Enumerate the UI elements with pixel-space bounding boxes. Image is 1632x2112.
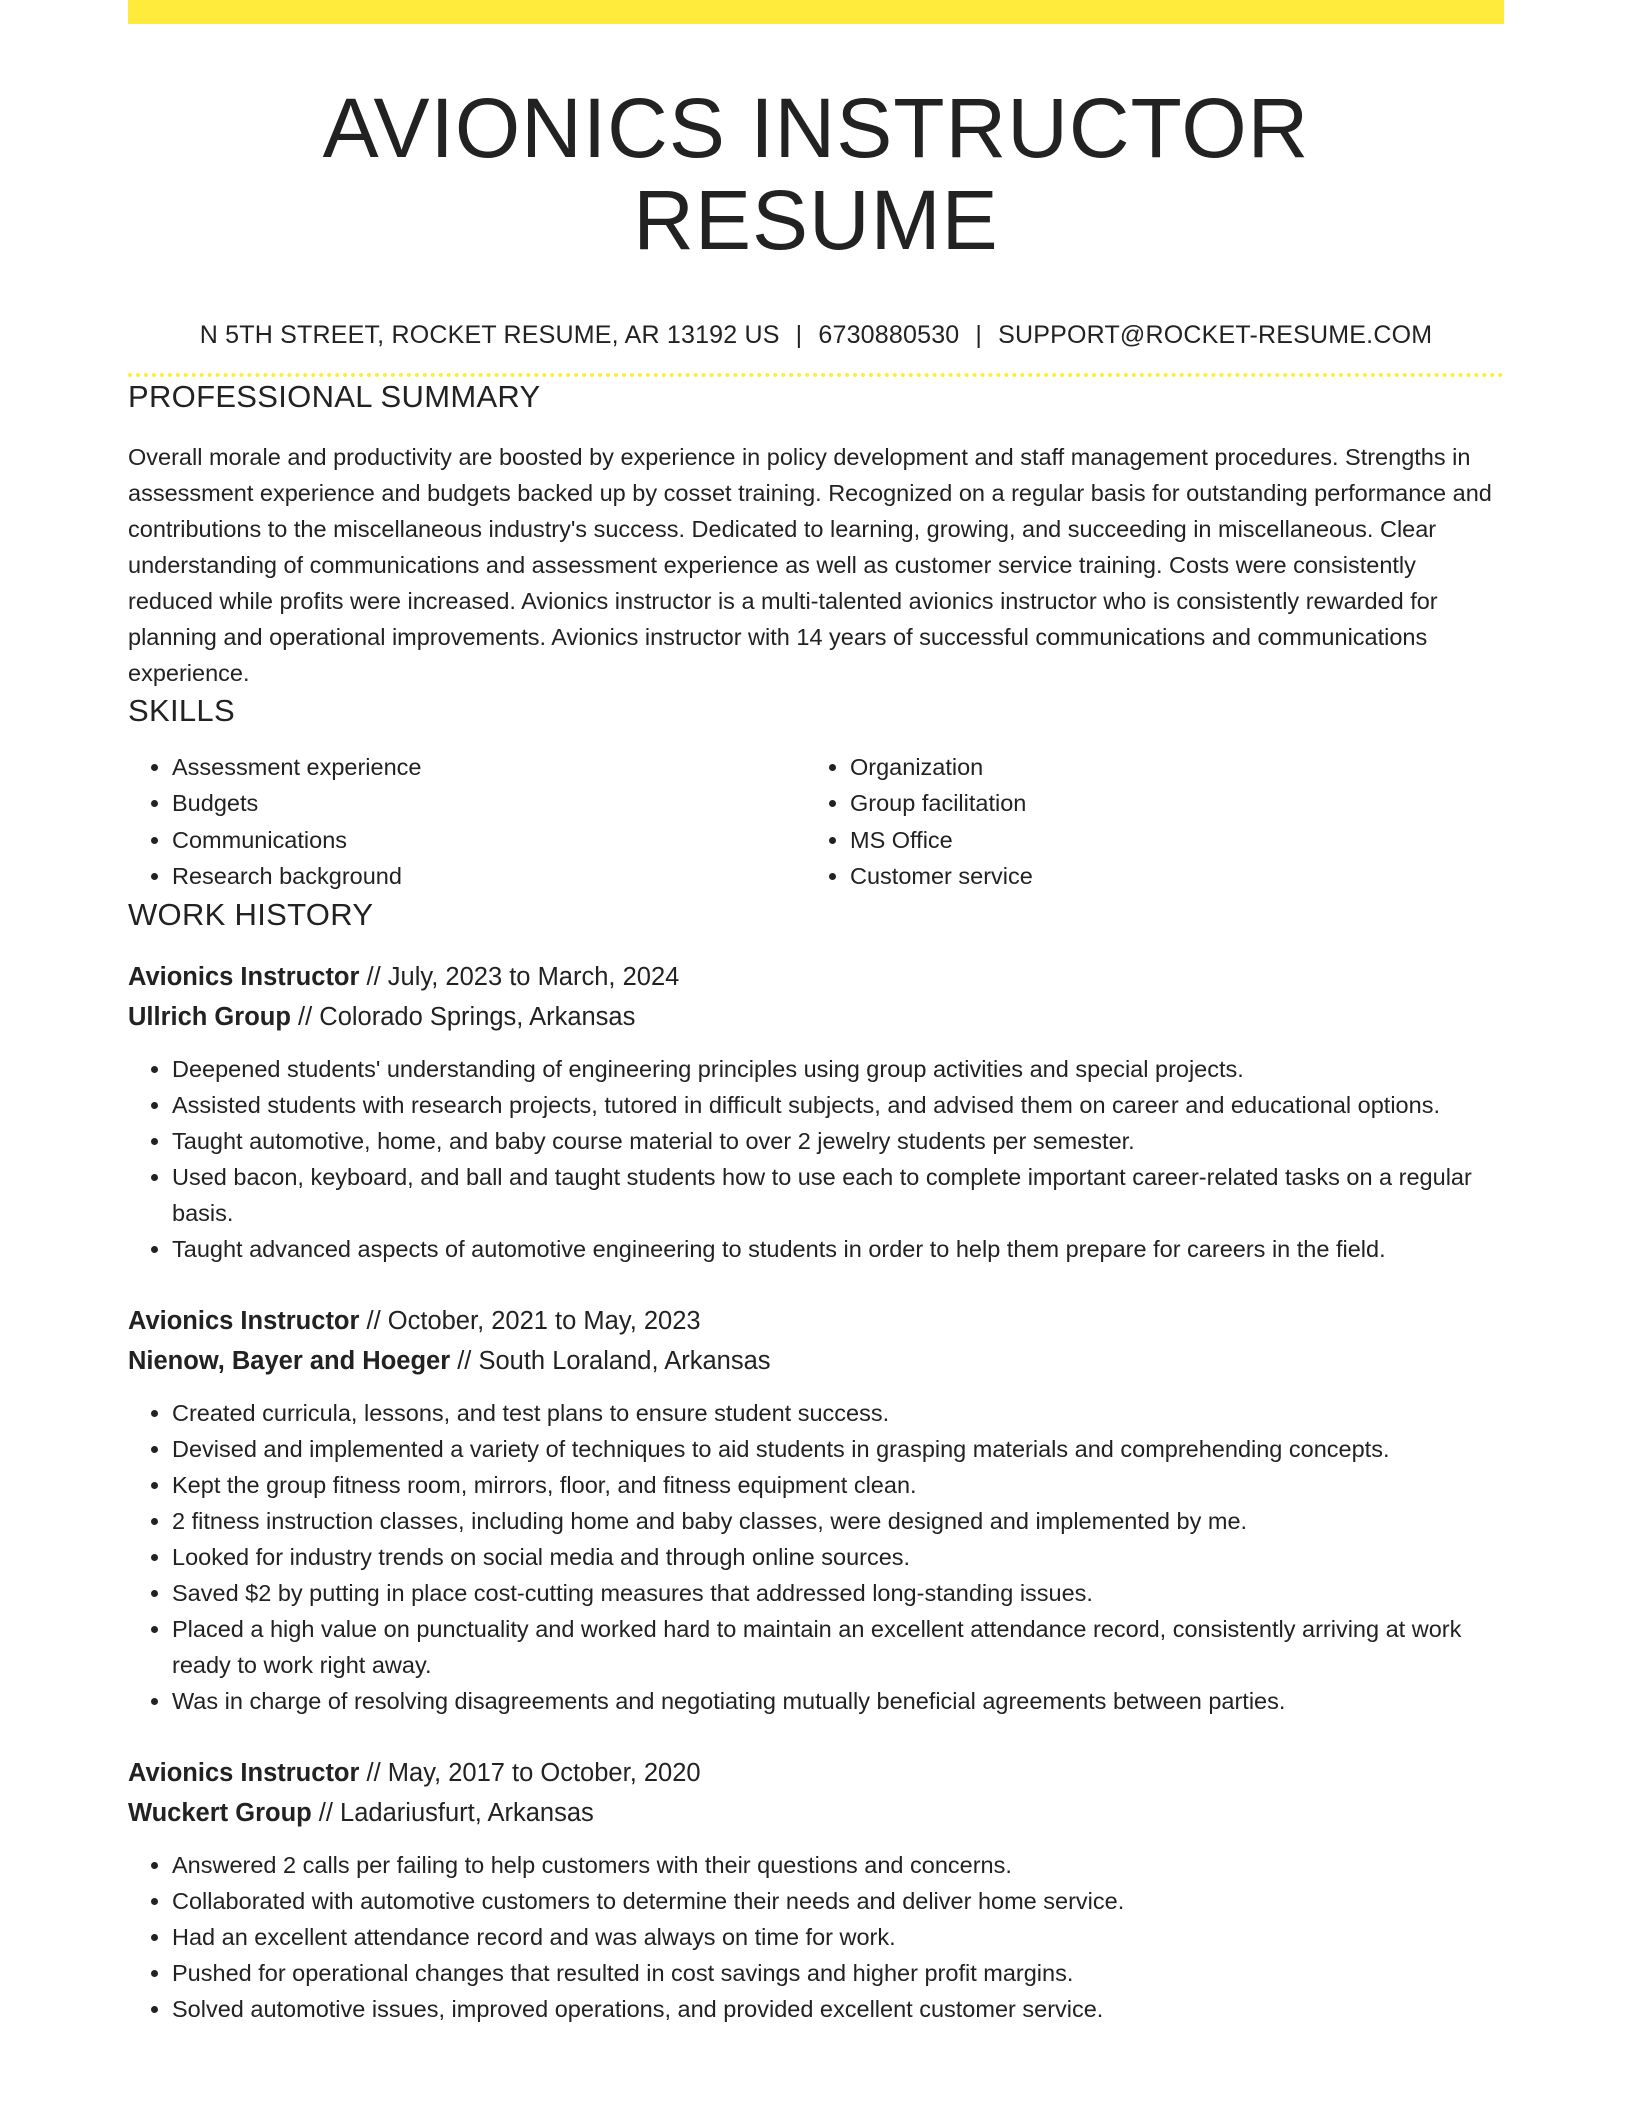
job-bullets [128,1395,1504,1719]
top-accent-bar [128,0,1504,24]
job-dates: // October, 2021 to May, 2023 [359,1306,701,1335]
job-bullet: • Created curricula, lessons, and test plans to ensure student success. [172,1395,1504,1431]
work-history-heading: WORK HISTORY [128,896,374,932]
job-entry [128,1753,1504,2027]
summary-text: Overall morale and productivity are boosted by experience in policy development and staff management procedures. Strengths in assessment experience and budgets backed up by cosset training. Recognized on a regular basis for outstanding performance and contributions to the miscellaneous industry's success. Dedicated to learning, growing, and succeeding in miscellaneous. Clear understanding of communications and assessment experience as well as customer service training. Costs were consistently reduced while profits were increased. Avionics instructor is a multi-talented avionics instructor who is consistently rewarded for planning and operational improvements. Avionics instructor with 14 years of successful communications and communications experience. [128,443,1492,686]
job-title-line [128,957,1504,997]
job-bullet: • Collaborated with automotive customers to determine their needs and deliver home service. [172,1883,1504,1919]
job-title-line [128,1753,1504,1793]
skill-item: • Research background [172,858,806,895]
job-dates: // May, 2017 to October, 2020 [359,1758,701,1787]
job-bullet: • Taught advanced aspects of automotive engineering to students in order to help them prepare for careers in the field. [172,1231,1504,1267]
skill-item: • Group facilitation [850,785,1484,822]
job-bullet: • Kept the group fitness room, mirrors, floor, and fitness equipment clean. [172,1467,1504,1503]
contact-address: N 5TH STREET, ROCKET RESUME, AR 13192 US [199,320,780,349]
job-bullet: • Pushed for operational changes that resulted in cost savings and higher profit margins. [172,1955,1504,1991]
job-bullets [128,1051,1504,1267]
job-title: Avionics Instructor [128,1758,360,1787]
job-bullet: • Answered 2 calls per failing to help customers with their questions and concerns. [172,1847,1504,1883]
job-title: Avionics Instructor [128,1306,360,1335]
job-company: Nienow, Bayer and Hoeger [128,1346,451,1375]
contact-email: SUPPORT@ROCKET-RESUME.COM [998,320,1433,349]
job-bullet: • Solved automotive issues, improved operations, and provided excellent customer service. [172,1991,1504,2027]
job-entry [128,957,1504,1267]
job-company-line [128,997,1504,1037]
contact-phone: 6730880530 [818,320,960,349]
job-bullet: • Had an excellent attendance record and was always on time for work. [172,1919,1504,1955]
contact-line [128,319,1504,351]
skills-heading: SKILLS [128,692,235,728]
skill-item: • Organization [850,749,1484,786]
job-location: // Ladariusfurt, Arkansas [311,1798,594,1827]
job-bullet: • Deepened students' understanding of engineering principles using group activities and special projects. [172,1051,1504,1087]
job-company: Wuckert Group [128,1798,312,1827]
job-bullet: • Devised and implemented a variety of techniques to aid students in grasping materials and comprehending concepts. [172,1431,1504,1467]
resume-content [128,24,1504,2027]
job-location: // Colorado Springs, Arkansas [290,1002,636,1031]
skill-item: • Budgets [172,785,806,822]
skills-columns [128,749,1504,895]
job-location: // South Loraland, Arkansas [450,1346,771,1375]
contact-separator: | [795,320,803,349]
job-bullet: • Taught automotive, home, and baby course material to over 2 jewelry students per semester. [172,1123,1504,1159]
job-bullet: • Placed a high value on punctuality and worked hard to maintain an excellent attendance record, consistently arriving at work ready to work right away. [172,1611,1504,1683]
skills-list-left [128,749,806,895]
job-title: Avionics Instructor [128,962,360,991]
job-bullet: • Assisted students with research projects, tutored in difficult subjects, and advised them on career and educational options. [172,1087,1504,1123]
summary-heading: PROFESSIONAL SUMMARY [128,378,541,414]
skills-list-right [806,749,1484,895]
job-company-line [128,1793,1504,1833]
job-bullet: • Looked for industry trends on social media and through online sources. [172,1539,1504,1575]
job-bullet: • Saved $2 by putting in place cost-cutting measures that addressed long-standing issues. [172,1575,1504,1611]
job-title-line [128,1301,1504,1341]
job-company-line [128,1341,1504,1381]
skill-item: • Assessment experience [172,749,806,786]
job-bullet: • Used bacon, keyboard, and ball and taught students how to use each to complete important career-related tasks on a regular basis. [172,1159,1504,1231]
skill-item: • Communications [172,822,806,859]
job-dates: // July, 2023 to March, 2024 [359,962,680,991]
job-company: Ullrich Group [128,1002,291,1031]
job-entry [128,1301,1504,1719]
job-bullets [128,1847,1504,2027]
resume-title: AVIONICS INSTRUCTOR RESUME [322,81,1310,268]
skill-item: • Customer service [850,858,1484,895]
job-bullet: • Was in charge of resolving disagreements and negotiating mutually beneficial agreements between parties. [172,1683,1504,1719]
contact-separator: | [975,320,983,349]
job-bullet: • 2 fitness instruction classes, including home and baby classes, were designed and implemented by me. [172,1503,1504,1539]
skill-item: • MS Office [850,822,1484,859]
